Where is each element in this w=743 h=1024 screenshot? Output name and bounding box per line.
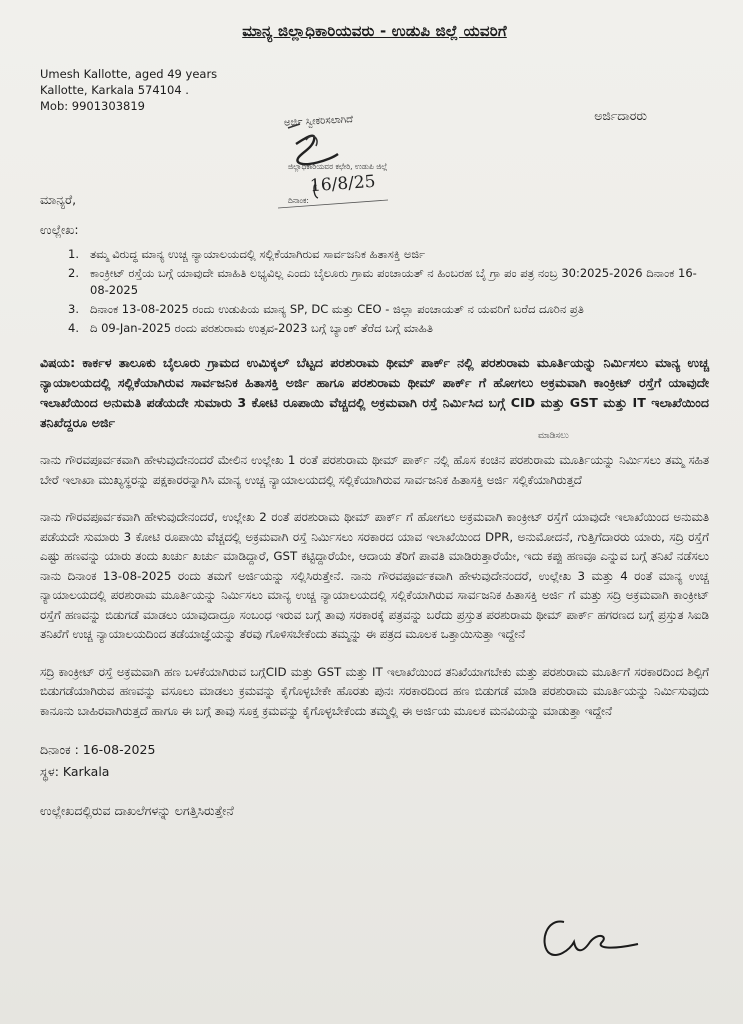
letter-heading: ಮಾನ್ಯ ಜಿಲ್ಲಾಧಿಕಾರಿಯವರು - ಉಡುಪಿ ಜಿಲ್ಲೆ ಯವರಿಗೆ xyxy=(242,22,507,40)
reference-number: 1. xyxy=(68,247,79,261)
received-stamp xyxy=(268,110,408,218)
attachments-note: ಉಲ್ಲೇಖದಲ್ಲಿರುವ ದಾಖಲೆಗಳನ್ನು ಲಗತ್ತಿಸಿರುತ್ತೇನೆ xyxy=(40,803,234,818)
stamp-received-text: ಅರ್ಜಿ ಸ್ವೀಕರಿಸಲಾಗಿದೆ xyxy=(283,114,354,129)
sender-mobile: Mob: 9901303819 xyxy=(40,99,145,113)
reference-item xyxy=(68,320,709,337)
reference-number: 4. xyxy=(68,321,79,335)
footer-date: ದಿನಾಂಕ : 16-08-2025 xyxy=(40,742,156,757)
reference-text: ದಿನಾಂಕ 13-08-2025 ರಂದು ಉಡುಪಿಯ ಮಾನ್ಯ SP, DC ಮತ್ತು CEO - ಜಿಲ್ಲಾ ಪಂಚಾಯತ್ ನ ಯವರಿಗೆ ಬರೆದ ದೂರಿನ ಪ್ರತಿ xyxy=(90,302,584,316)
subject-text: ವಿಷಯ: ಕಾರ್ಕಳ ತಾಲೂಕು ಬೈಲೂರು ಗ್ರಾಮದ ಉಮಿಕ್ಕಲ್ ಬೆಟ್ಟದ ಪರಶುರಾಮ ಥೀಮ್ ಪಾರ್ಕ್ ನಲ್ಲಿ ಪರಶುರಾಮ ಮೂರ್ತಿಯನ್ನು ನಿರ್ಮಿಸಲು ಮಾನ್ಯ ಉಚ್ಚ ನ್ಯಾಯಾಲಯದಲ್ಲಿ ಸಲ್ಲಿಕೆಯಾಗಿರುವ ಸಾರ್ವಜನಿಕ ಹಿತಾಸಕ್ತಿ ಅರ್ಜಿ ಹಾಗೂ ಪರಶುರಾಮ ಥೀಮ್ ಪಾರ್ಕ್ ಗೆ ಹೋಗಲು ಅಕ್ರಮವಾಗಿ ಕಾಂಕ್ರೀಟ್ ರಸ್ತೆಗೆ ಯಾವುದೇ ಇಲಾಖೆಯಿಂದ ಅನುಮತಿ ಪಡೆಯದೇ ಸುಮಾರು 3 ಕೋಟಿ ರೂಪಾಯಿ ವೆಚ್ಚದಲ್ಲಿ ಅಕ್ರಮವಾಗಿ ರಸ್ತೆ ನಿರ್ಮಿಸಿದ ಬಗ್ಗೆ CID ಮತ್ತು GST ಮತ್ತು IT ಇಲಾಖೆಯಿಂದ ತನಿಖೆದ್ದರೂ ಅರ್ಜಿ xyxy=(40,355,709,430)
body-paragraph-2: ನಾನು ಗೌರವಪೂರ್ವಕವಾಗಿ ಹೇಳುವುದೇನಂದರೆ, ಉಲ್ಲೇಖ 2 ರಂತೆ ಪರಶುರಾಮ ಥೀಮ್ ಪಾರ್ಕ್ ಗೆ ಹೋಗಲು ಅಕ್ರಮವಾಗಿ ಕಾಂಕ್ರೀಟ್ ರಸ್ತೆಗೆ ಯಾವುದೇ ಇಲಾಖೆಯಿಂದ ಅನುಮತಿ ಪಡೆಯದೇ ಸುಮಾರು 3 ಕೋಟಿ ರೂಪಾಯಿ ವೆಚ್ಚದಲ್ಲಿ ಅಕ್ರಮವಾಗಿ ರಸ್ತೆ ನಿರ್ಮಿಸಲು ಸರಕಾರದ ಯಾವ ಇಲಾಖೆಯಿಂದ DPR, ಅನುಮೋದನೆ, ಗುತ್ತಿಗೆದಾರರು ಯಾರು, ಸದ್ರಿ ರಸ್ತೆಗೆ ಎಷ್ಟು ಹಣವನ್ನು ಯಾರು ತಂದು ಖರ್ಚು ಖರ್ಚು ಮಾಡಿದ್ದಾರೆ, GST ಕಟ್ಟಿದ್ದಾರೆಯೇ, ಆದಾಯ ತೆರಿಗೆ ಪಾವತಿ ಮಾಡಿರುತ್ತಾರೆಯೇ, ಇದು ಕಪ್ಪು ಹಣವೂ ಎನ್ನುವ ಬಗ್ಗೆ ತನಿಖೆ ನಡೆಸಲು ನಾನು ದಿನಾಂಕ 13-08-2025 ರಂದು ತಮಗೆ ಅರ್ಜಿಯನ್ನು ಸಲ್ಲಿಸಿರುತ್ತೇನೆ. ನಾನು ಗೌರವಪೂರ್ವಕವಾಗಿ ಹೇಳುವುದೇನಂದರೆ, ಉಲ್ಲೇಖ 3 ಮತ್ತು 4 ರಂತೆ ಮಾನ್ಯ ಉಚ್ಚ ನ್ಯಾಯಾಲಯದಲ್ಲಿ ಪರಶುರಾಮ ಮೂರ್ತಿಯನ್ನು ನಿರ್ಮಿಸಲು ಮಾನ್ಯ ಉಚ್ಚ ನ್ಯಾಯಾಲಯದಲ್ಲಿ ಸಲ್ಲಿಕೆಯಾಗಿರುವ ಸಾರ್ವಜನಿಕ ಹಿತಾಸಕ್ತಿ ಅರ್ಜಿ ಗೆ ಮತ್ತು ಸದ್ರಿ ಅಕ್ರಮವಾಗಿ ಕಾಂಕ್ರೀಟ್ ರಸ್ತೆಗೆ ಹಣವನ್ನು ಬಿಡುಗಡೆ ಮಾಡಲು ಯಾವುದಾದ್ರೂ ಸಂಬಂಧ ಇರುವ ಬಗ್ಗೆ ತಾವು ಸರಕಾರಕ್ಕೆ ಪತ್ರವನ್ನು ಬರೆದು ಪ್ರಸ್ತುತ ಪರಶುರಾಮ ಥೀಮ್ ಪಾರ್ಕ್ ಹಗರಣದ ಬಗ್ಗೆ ಪ್ರಸ್ತುತ ಸಿಐಡಿ ತನಿಖೆಗೆ ಉಚ್ಚ ನ್ಯಾಯಾಲಯದಿಂದ ತಡೆಯಾಜ್ಞೆಯನ್ನು ತೆರವು ಗೊಳಿಸಬೇಕೆಂದು ತಮ್ಮನ್ನು ಈ ಪತ್ರದ ಮೂಲಕ ಒತ್ತಾಯಿಸುತ್ತಾ ಇದ್ದೇನೆ xyxy=(40,510,709,641)
stamp-handwritten-date: 16/8/25 xyxy=(309,171,377,197)
reference-text: ದಿ 09-Jan-2025 ರಂದು ಪರಶುರಾಮ ಉತ್ಸವ-2023 ಬಗ್ಗೆ ಬ್ಯಾಂಕ್ ತೆರೆದ ಬಗ್ಗೆ ಮಾಹಿತಿ xyxy=(90,321,433,335)
sender-block xyxy=(40,66,709,114)
reference-list xyxy=(40,246,709,337)
reference-number: 2. xyxy=(68,266,79,280)
reference-item xyxy=(68,301,709,318)
reference-text: ಕಾಂಕ್ರೀಟ್ ರಸ್ತೆಯ ಬಗ್ಗೆ ಯಾವುದೇ ಮಾಹಿತಿ ಲಭ್ಯವಿಲ್ಲ ಎಂದು ಬೈಲೂರು ಗ್ರಾಮ ಪಂಚಾಯತ್ ನ ಹಿಂಬರಹ ಬೈ ಗ್ರಾ ಪಂ ಪತ್ರ ನಂಬ್ರ 30:2025-2026 ದಿನಾಂಕ 16-08-2025 xyxy=(90,266,697,297)
sender-name: Umesh Kallotte, aged 49 years xyxy=(40,67,218,81)
subject-handwritten-note: ಮಾಡಿಸಲು xyxy=(538,431,569,441)
reference-item xyxy=(68,246,709,263)
signature xyxy=(538,912,648,962)
footer-place: ಸ್ಥಳ: Karkala xyxy=(40,764,110,779)
footer-block xyxy=(40,739,709,783)
reference-item xyxy=(68,265,709,299)
applicant-label: ಅರ್ಜಿದಾರರು xyxy=(594,108,647,123)
reference-number: 3. xyxy=(68,302,79,316)
stamp-office-text: ಜಿಲ್ಲಾಧಿಕಾರಿಯವರ ಕಛೇರಿ, ಉಡುಪಿ ಜಿಲ್ಲೆ xyxy=(288,162,388,171)
reference-label: ಉಲ್ಲೇಖ: xyxy=(40,222,79,237)
reference-text: ತಮ್ಮ ವಿರುದ್ಧ ಮಾನ್ಯ ಉಚ್ಚ ನ್ಯಾಯಾಲಯದಲ್ಲಿ ಸಲ್ಲಿಕೆಯಾಗಿರುವ ಸಾರ್ವಜನಿಕ ಹಿತಾಸಕ್ತಿ ಅರ್ಜಿ xyxy=(90,247,426,261)
stamp-date-label: ದಿನಾಂಕ: xyxy=(288,196,309,205)
salutation: ಮಾನ್ಯರೆ, xyxy=(40,192,77,207)
body-paragraph-1: ನಾನು ಗೌರವಪೂರ್ವಕವಾಗಿ ಹೇಳುವುದೇನಂದರೆ ಮೇಲಿನ ಉಲ್ಲೇಖ 1 ರಂತೆ ಪರಶುರಾಮ ಥೀಮ್ ಪಾರ್ಕ್ ನಲ್ಲಿ ಹೊಸ ಕಂಚಿನ ಪರಶುರಾಮ ಮೂರ್ತಿಯನ್ನು ನಿರ್ಮಿಸಲು ತಮ್ಮ ಸಹಿತ ಬೇರೆ ಇಲಾಖಾ ಮುಖ್ಯಸ್ಥರನ್ನು ಪಕ್ಷಕಾರರನ್ನಾಗಿಸಿ ಮಾನ್ಯ ಉಚ್ಚ ನ್ಯಾಯಾಲಯದಲ್ಲಿ ಸಲ್ಲಿಕೆಯಾಗಿರುವ ಸಾರ್ವಜನಿಕ ಹಿತಾಸಕ್ತಿ ಅರ್ಜಿ ಸಲ್ಲಿಕೆಯಾಗಿರುತ್ತದೆ xyxy=(40,453,709,487)
body-paragraph-3: ಸದ್ರಿ ಕಾಂಕ್ರೀಟ್ ರಸ್ತೆ ಅಕ್ರಮವಾಗಿ ಹಣ ಬಳಕೆಯಾಗಿರುವ ಬಗ್ಗೆCID ಮತ್ತು GST ಮತ್ತು IT ಇಲಾಖೆಯಿಂದ ತನಿಖೆಯಾಗಬೇಕು ಮತ್ತು ಪರಶುರಾಮ ಮೂರ್ತಿಗೆ ಸರಕಾರದಿಂದ ಶಿಲ್ಪಿಗೆ ಬಿಡುಗಡೆಯಾಗಿರುವ ಹಣವನ್ನು ವಸೂಲು ಮಾಡಲು ಕ್ರಮವನ್ನು ಕೈಗೊಳ್ಳಬೇಕೇ ಹೊರತು ಪುನಃ ಸರಕಾರದಿಂದ ಹಣ ಬಿಡುಗಡೆ ಮಾಡಿ ಪರಶುರಾಮ ಮೂರ್ತಿಯನ್ನು ನಿರ್ಮಿಸುವುದು ಕಾನೂನು ಬಾಹಿರವಾಗಿರುತ್ತದೆ ಹಾಗೂ ಈ ಬಗ್ಗೆ ತಾವು ಸೂಕ್ತ ಕ್ರಮವನ್ನು ಕೈಗೊಳ್ಳಬೇಕೆಂದು ತಮ್ಮಲ್ಲಿ ಈ ಅರ್ಜಿಯ ಮೂಲಕ ಮನವಿಯನ್ನು ಮಾಡುತ್ತಾ ಇದ್ದೇನೆ xyxy=(40,664,709,718)
sender-address: Kallotte, Karkala 574104 . xyxy=(40,83,189,97)
